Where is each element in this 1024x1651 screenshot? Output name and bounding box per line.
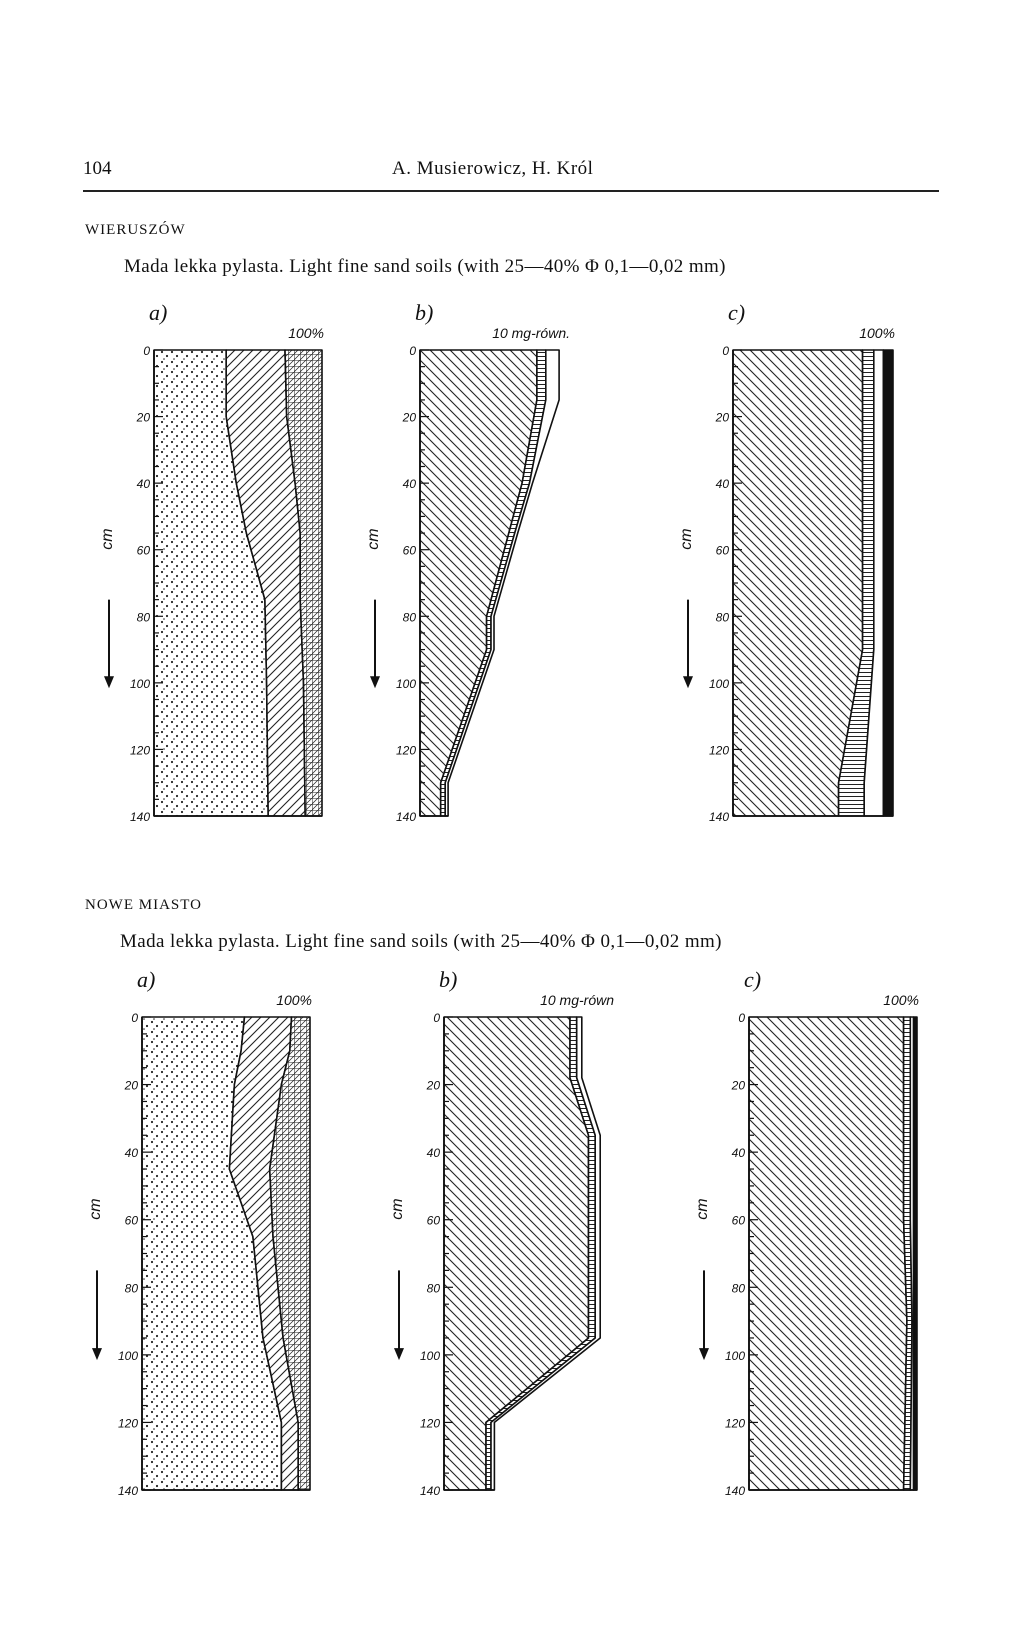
depth-tick-label: 80 — [731, 1281, 745, 1296]
depth-tick-label: 40 — [715, 477, 729, 492]
site-name: WIERUSZÓW — [85, 222, 186, 238]
figure-caption: Mada lekka pylasta. Light fine sand soils (with 25—40% Φ 0,1—0,02 mm) — [120, 931, 722, 952]
soil-profile-panel — [678, 300, 895, 824]
scale-label: 100% — [883, 992, 919, 1008]
depth-arrow-head — [699, 1348, 709, 1360]
depth-unit-label: cm — [389, 1198, 406, 1220]
depth-arrow-head — [92, 1348, 102, 1360]
depth-tick-label: 40 — [136, 477, 150, 492]
profile-layer — [749, 1017, 907, 1490]
depth-tick-label: 60 — [136, 543, 150, 558]
scale-label: 100% — [276, 992, 312, 1008]
depth-tick-label: 100 — [129, 676, 150, 691]
soil-profile-panel — [87, 967, 312, 1498]
depth-tick-label: 0 — [409, 344, 416, 358]
scale-label: 100% — [859, 325, 895, 341]
profile-layer — [914, 1017, 917, 1490]
depth-tick-label: 120 — [724, 1416, 745, 1431]
depth-tick-label: 60 — [715, 543, 729, 558]
soil-profile-panel — [389, 967, 614, 1498]
depth-tick-label: 120 — [708, 743, 729, 758]
figure-caption: Mada lekka pylasta. Light fine sand soils (with 25—40% Φ 0,1—0,02 mm) — [124, 256, 726, 277]
depth-tick-label: 40 — [426, 1146, 440, 1161]
depth-unit-label: cm — [365, 528, 382, 550]
depth-tick-label: 120 — [117, 1416, 138, 1431]
depth-arrow-head — [370, 676, 380, 688]
depth-arrow-head — [683, 676, 693, 688]
depth-tick-label: 120 — [419, 1416, 440, 1431]
depth-tick-label: 100 — [117, 1348, 138, 1363]
depth-tick-label: 120 — [129, 743, 150, 758]
depth-tick-label: 20 — [731, 1078, 745, 1093]
profile-layer — [420, 350, 537, 816]
panel-label: c) — [728, 300, 746, 325]
depth-tick-label: 20 — [426, 1078, 440, 1093]
profile-layer — [444, 1017, 589, 1490]
depth-tick-label: 60 — [426, 1213, 440, 1228]
depth-tick-label: 0 — [722, 344, 729, 358]
running-head: A. Musierowicz, H. Król — [392, 158, 594, 179]
depth-unit-label: cm — [99, 528, 116, 550]
depth-tick-label: 140 — [129, 810, 150, 824]
page-number: 104 — [83, 158, 112, 179]
depth-tick-label: 80 — [124, 1281, 138, 1296]
depth-tick-label: 100 — [395, 676, 416, 691]
depth-tick-label: 80 — [136, 610, 150, 625]
panel-label: c) — [744, 967, 762, 992]
depth-tick-label: 0 — [143, 344, 150, 358]
depth-unit-label: cm — [694, 1198, 711, 1220]
depth-tick-label: 40 — [402, 477, 416, 492]
scale-label: 10 mg-równ. — [492, 325, 570, 341]
panels-group — [87, 300, 919, 1498]
depth-tick-label: 40 — [124, 1146, 138, 1161]
soil-profile-panel — [99, 300, 324, 824]
depth-arrow-head — [394, 1348, 404, 1360]
profile-layer — [733, 350, 863, 816]
soil-profile-panel — [694, 967, 919, 1498]
depth-tick-label: 20 — [136, 410, 150, 425]
depth-tick-label: 60 — [402, 543, 416, 558]
depth-tick-label: 20 — [715, 410, 729, 425]
depth-tick-label: 140 — [419, 1484, 440, 1498]
site-name: NOWE MIASTO — [85, 897, 202, 913]
panel-label: a) — [149, 300, 168, 325]
depth-tick-label: 140 — [117, 1484, 138, 1498]
depth-tick-label: 80 — [426, 1281, 440, 1296]
depth-tick-label: 0 — [131, 1011, 138, 1025]
depth-tick-label: 80 — [402, 610, 416, 625]
depth-arrow-head — [104, 676, 114, 688]
depth-tick-label: 60 — [124, 1213, 138, 1228]
depth-tick-label: 40 — [731, 1146, 745, 1161]
depth-tick-label: 60 — [731, 1213, 745, 1228]
depth-tick-label: 0 — [738, 1011, 745, 1025]
depth-tick-label: 140 — [724, 1484, 745, 1498]
panel-label: b) — [415, 300, 434, 325]
depth-unit-label: cm — [87, 1198, 104, 1220]
depth-tick-label: 20 — [124, 1078, 138, 1093]
depth-tick-label: 140 — [708, 810, 729, 824]
depth-tick-label: 100 — [419, 1348, 440, 1363]
depth-tick-label: 140 — [395, 810, 416, 824]
panel-label: b) — [439, 967, 458, 992]
depth-tick-label: 120 — [395, 743, 416, 758]
depth-tick-label: 0 — [433, 1011, 440, 1025]
profile-layer — [883, 350, 893, 816]
depth-tick-label: 100 — [724, 1348, 745, 1363]
scale-label: 10 mg-równ — [540, 992, 614, 1008]
panel-label: a) — [137, 967, 156, 992]
depth-tick-label: 100 — [708, 676, 729, 691]
depth-tick-label: 20 — [402, 410, 416, 425]
depth-tick-label: 80 — [715, 610, 729, 625]
soil-profile-panel — [365, 300, 570, 824]
scale-label: 100% — [288, 325, 324, 341]
depth-unit-label: cm — [678, 528, 695, 550]
